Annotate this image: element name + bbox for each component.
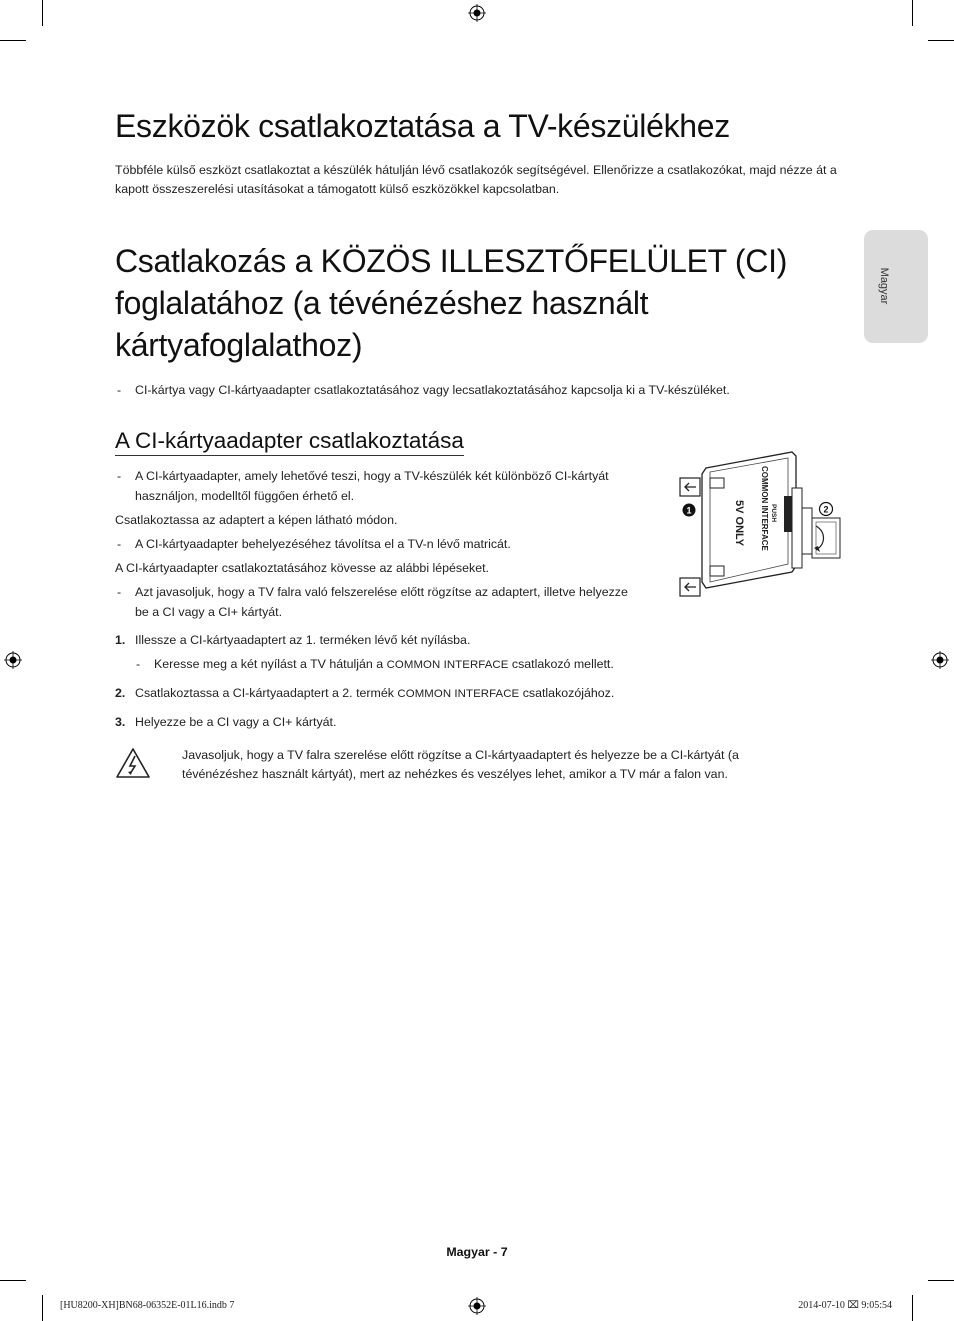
intro-paragraph: Többféle külső eszközt csatlakoztat a készülék hátulján lévő csatlakozók segítségével. Ellenőrizze a csatlakozókat, majd nézze át a kapott összeszerelési utasításokat a támogatott külső eszközökkel kapcsolatban.: [115, 163, 837, 196]
crop-mark: [928, 1280, 954, 1281]
step-3: 3. Helyezze be a CI vagy a CI+ kártyát.: [115, 715, 337, 729]
5v-only-label: 5V ONLY: [733, 500, 745, 547]
crop-mark: [912, 1295, 913, 1321]
step-1: 1. Illessze a CI-kártyaadaptert az 1. terméken lévő két nyílásba.: [115, 633, 471, 647]
common-interface-label: COMMON INTERFACE: [760, 466, 769, 551]
warning-icon: [115, 747, 151, 779]
page-title: Eszközök csatlakoztatása a TV-készülékhez: [115, 108, 730, 144]
language-tab-label: Magyar: [878, 267, 890, 305]
registration-mark-icon: [4, 651, 22, 669]
registration-mark-icon: [468, 1297, 486, 1315]
subsection-title: A CI-kártyaadapter csatlakoztatása: [115, 428, 464, 456]
instruction-paragraph: Csatlakoztassa az adaptert a képen látható módon.: [115, 513, 398, 527]
crop-mark: [42, 1295, 43, 1321]
steps-intro: A CI-kártyaadapter csatlakoztatásához kövesse az alábbi lépéseket.: [115, 561, 489, 575]
note-wall-mount-cont: be a CI vagy a CI+ kártyát.: [135, 605, 283, 619]
section-title: Csatlakozás a KÖZÖS ILLESZTŐFELÜLET (CI) foglalatához (a tévénézéshez használt kártyafoglalathoz): [115, 243, 788, 363]
imprint-left: [HU8200-XH]BN68-06352E-01L16.indb 7: [60, 1300, 235, 1311]
svg-text:2: 2: [823, 504, 829, 515]
svg-text:1: 1: [686, 505, 692, 516]
ci-adapter-illustration: [676, 448, 852, 600]
language-tab: [864, 230, 928, 343]
page-footer: Magyar - 7: [446, 1245, 508, 1259]
crop-mark: [928, 40, 954, 41]
crop-mark: [912, 0, 913, 26]
imprint-right: 2014-07-10 ⌧ 9:05:54: [798, 1300, 892, 1311]
step-2: 2. Csatlakoztassa a CI-kártyaadaptert a 2. termék COMMON INTERFACE csatlakozójához.: [115, 686, 615, 700]
crop-mark: [42, 0, 43, 26]
push-label: PUSH: [770, 504, 777, 523]
registration-mark-icon: [468, 4, 486, 22]
crop-mark: [0, 40, 26, 41]
note-adapter-availability-cont: használjon, modelltől függően érhető el.: [135, 489, 355, 503]
registration-mark-icon: [931, 651, 949, 669]
warning-text: Javasoljuk, hogy a TV falra szerelése előtt rögzítse a CI-kártyaadaptert és helyezze be a CI-kártyát (a tévénézéshez használt kártyát), mert az nehézkes és veszélyes lehet, amikor a TV már a falon van.: [182, 748, 739, 781]
crop-mark: [0, 1280, 26, 1281]
